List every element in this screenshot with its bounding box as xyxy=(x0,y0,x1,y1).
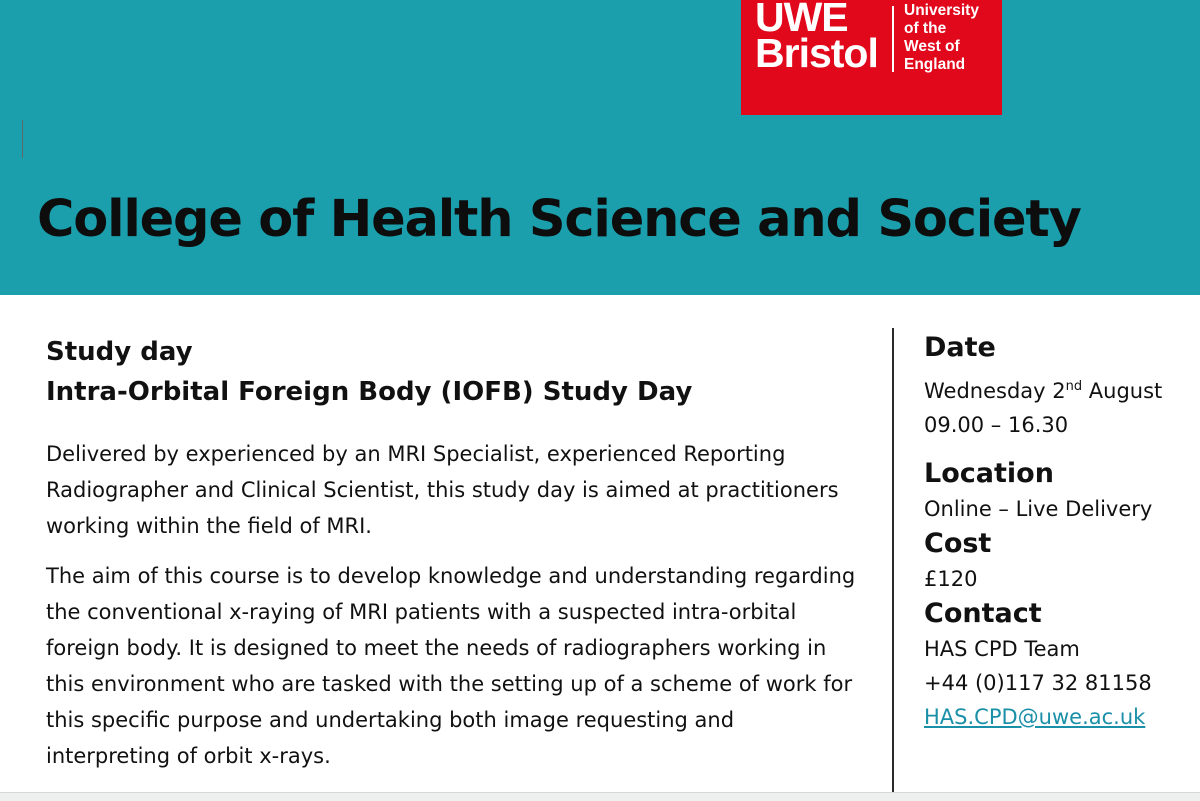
contact-heading: Contact xyxy=(924,598,1042,629)
contact-email-link[interactable]: HAS.CPD@uwe.ac.uk xyxy=(924,705,1146,729)
contact-phone: +44 (0)117 32 81158 xyxy=(924,671,1152,695)
logo-line-3: West of xyxy=(904,38,960,55)
course-title: Intra-Orbital Foreign Body (IOFB) Study Day xyxy=(46,377,693,407)
column-divider xyxy=(892,328,894,800)
logo-word-uwe: UWE xyxy=(755,0,848,40)
time-value: 09.00 – 16.30 xyxy=(924,413,1069,437)
date-month: August xyxy=(1082,379,1163,403)
location-heading: Location xyxy=(924,458,1054,489)
date-value xyxy=(924,374,1194,408)
date-day: Wednesday 2 xyxy=(924,379,1066,403)
header-banner xyxy=(0,0,1200,295)
logo-line-4: England xyxy=(904,56,966,73)
location-value: Online – Live Delivery xyxy=(924,497,1153,521)
logo-line-1: University xyxy=(904,2,979,19)
course-paragraph-2: The aim of this course is to develop knowledge and understanding regarding the conventional x-raying of MRI patients with a suspected intra-orbital foreign body. It is designed to meet the needs of radiographers working in this environment who are tasked with the setting up of a scheme of work for this specific purpose and undertaking both image requesting and interpreting of orbit x-rays. xyxy=(46,564,856,768)
course-details-panel xyxy=(924,330,1194,734)
course-type-label: Study day xyxy=(46,337,193,367)
date-heading: Date xyxy=(924,332,996,363)
logo-wordmark xyxy=(755,0,878,76)
contact-email-row xyxy=(924,700,1194,734)
uwe-bristol-logo xyxy=(741,0,1002,115)
course-paragraph-1: Delivered by experienced by an MRI Specialist, experienced Reporting Radiographer and Clinical Scientist, this study day is aimed at practitioners working within the field of MRI. xyxy=(46,442,839,538)
cost-value: £120 xyxy=(924,567,978,591)
logo-line-2: of the xyxy=(904,20,947,37)
course-description xyxy=(46,332,856,788)
contact-team: HAS CPD Team xyxy=(924,637,1080,661)
logo-divider xyxy=(892,6,894,72)
college-title: College of Health Science and Society xyxy=(37,190,1081,249)
cost-heading: Cost xyxy=(924,528,992,559)
text-cursor xyxy=(22,120,23,158)
date-ordinal: nd xyxy=(1065,379,1083,394)
logo-word-bristol: Bristol xyxy=(755,30,878,76)
logo-university-name xyxy=(904,2,979,74)
